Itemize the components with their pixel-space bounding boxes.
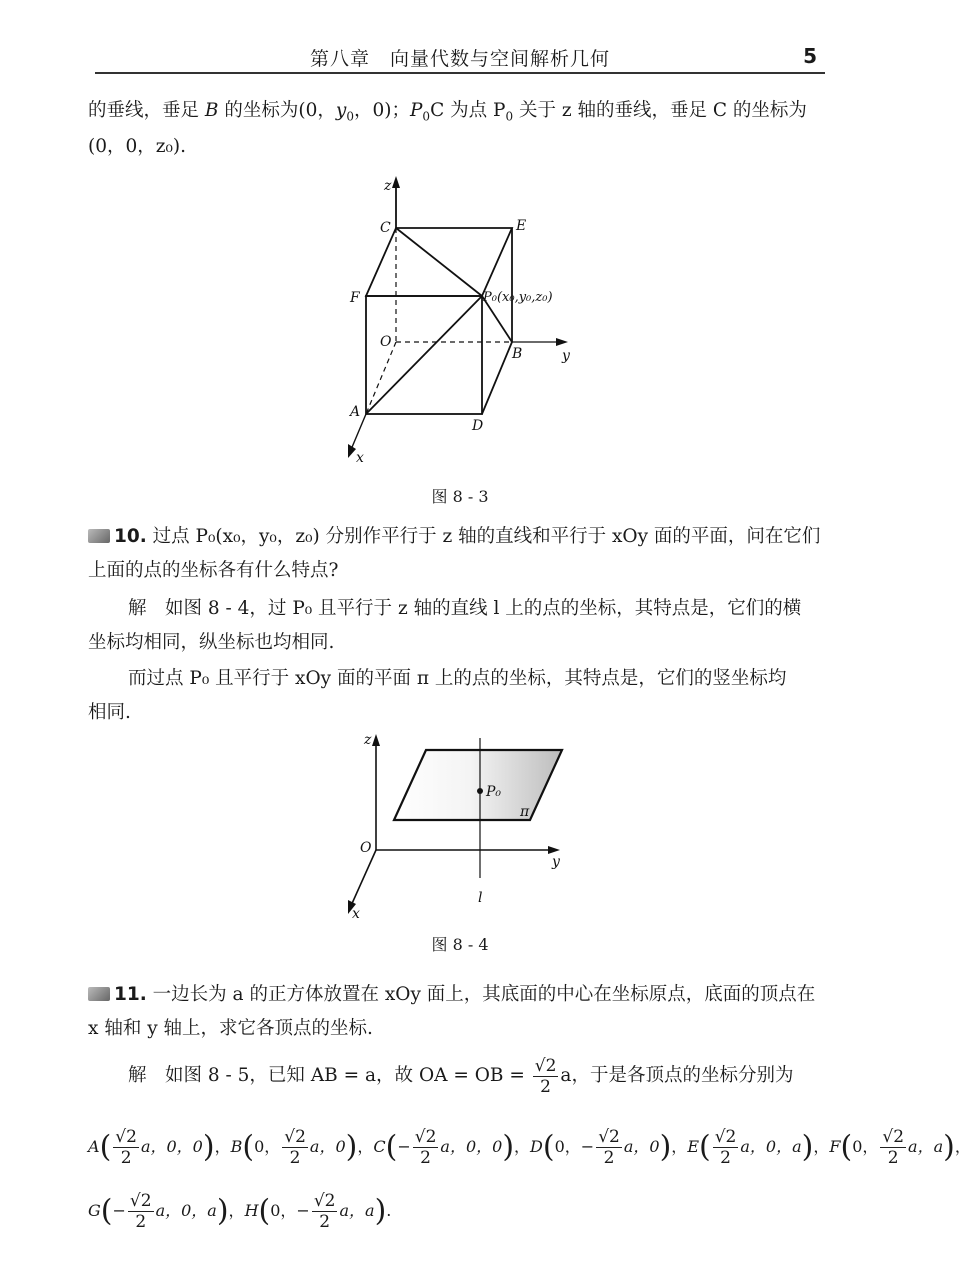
coord-F — [829, 1127, 971, 1168]
coord-fraction — [128, 1191, 154, 1232]
fig83-z-arrow — [392, 176, 400, 188]
frac-num: √2 — [115, 1127, 137, 1147]
coord-G — [88, 1191, 245, 1232]
coord-sep: . — [386, 1201, 392, 1220]
q10-answer-line3: 而过点 P₀ 且平行于 xOy 面的平面 π 上的点的坐标，其特点是，它们的竖坐标均 — [128, 668, 787, 689]
coord-post: a，0，0 — [440, 1137, 503, 1156]
fig84-label-l: l — [478, 890, 483, 906]
coord-sep: ， — [228, 1201, 245, 1220]
coord-pre: 0， — [254, 1137, 281, 1156]
coord-open-paren: ( — [100, 1193, 113, 1229]
para1-text-c: ，0)； — [353, 100, 410, 121]
fig84-label-O: O — [360, 840, 372, 856]
coord-sep: ， — [954, 1137, 971, 1156]
coord-post: a，0 — [309, 1137, 346, 1156]
q10-number: 10. — [114, 526, 147, 547]
frac-den: 2 — [319, 1212, 331, 1232]
coord-name: F — [829, 1137, 841, 1156]
q10-text1: 过点 P₀(x₀，y₀，z₀) 分别作平行于 z 轴的直线和平行于 xOy 面的平面，问在它们 — [152, 526, 821, 547]
fig84-label-x: x — [352, 906, 360, 922]
para1-text-d: C 为点 P — [430, 100, 506, 121]
coord-close-paren: ) — [943, 1129, 955, 1165]
coord-close-paren: ) — [659, 1129, 672, 1165]
fig84-label-z: z — [364, 732, 372, 748]
fig84-z-arrow — [372, 734, 380, 746]
q11-text1: 一边长为 a 的正方体放置在 xOy 面上，其底面的中心在坐标原点，底面的顶点在 — [152, 984, 816, 1005]
fig83-label-x: x — [356, 450, 364, 466]
coord-open-paren: ( — [242, 1129, 255, 1165]
frac-num: √2 — [414, 1127, 437, 1147]
coord-post: a，0，a — [155, 1201, 217, 1220]
q10-answer-line2: 坐标均相同，纵坐标也均相同. — [88, 632, 335, 653]
para1-y0: y — [335, 100, 347, 121]
frac-den: 2 — [420, 1148, 431, 1168]
para1-sub0: 0 — [346, 109, 354, 124]
coord-fraction — [282, 1127, 308, 1168]
fig83-label-y: y — [562, 348, 570, 364]
q11-answer-line — [128, 1054, 793, 1098]
frac-num: √2 — [129, 1191, 152, 1211]
coord-name: E — [687, 1137, 699, 1156]
fig83-label-B: B — [512, 346, 523, 362]
coord-post: a，0，0 — [140, 1137, 203, 1156]
q10-answer-line1: 解 如图 8 - 4，过 P₀ 且平行于 z 轴的直线 l 上的点的坐标，其特点是，它们的横 — [128, 598, 802, 619]
coord-fraction — [312, 1191, 338, 1232]
fig84-label-pi: π — [520, 804, 530, 820]
fig84-label-y: y — [552, 854, 560, 870]
coord-name: B — [230, 1137, 243, 1156]
coord-pre: − — [397, 1137, 411, 1156]
para1-text-b: 的坐标为(0， — [218, 100, 336, 121]
coord-sep: ， — [671, 1137, 688, 1156]
frac-num: √2 — [714, 1127, 737, 1147]
para1-P0C: P — [409, 100, 423, 121]
coord-open-paren: ( — [542, 1129, 555, 1165]
fig84-x-axis — [350, 850, 376, 908]
frac-num: √2 — [284, 1127, 306, 1147]
coord-fraction — [413, 1127, 439, 1168]
fig83-hidden-oa — [366, 342, 396, 414]
fig83-label-C: C — [380, 220, 391, 236]
coord-fraction — [596, 1127, 622, 1168]
fig84-label-P0: P₀ — [486, 784, 502, 800]
fig83-label-A: A — [350, 404, 361, 420]
q11-line2: x 轴和 y 轴上，求它各顶点的坐标. — [88, 1018, 373, 1039]
fig83-diag-ap — [366, 296, 482, 414]
q11-line1 — [88, 978, 815, 1012]
sqrt2-over-2-fraction: $\frac{√2}{2}$ — [534, 1055, 557, 1097]
coords-line-2 — [88, 1186, 391, 1237]
frac-num: √2 — [598, 1127, 620, 1147]
coord-A — [88, 1127, 231, 1168]
coord-close-paren: ) — [345, 1129, 358, 1165]
coord-close-paren: ) — [216, 1193, 229, 1229]
coord-open-paren: ( — [258, 1193, 271, 1229]
frac-den: 2 — [135, 1212, 147, 1232]
frac-den: 2 — [289, 1148, 301, 1168]
coord-sep: ， — [813, 1137, 830, 1156]
figure-8-3 — [330, 170, 590, 470]
figure-8-4 — [340, 728, 580, 928]
para1-text-e: 关于 z 轴的垂线，垂足 C 的坐标为 — [513, 100, 807, 121]
coord-close-paren: ) — [374, 1193, 387, 1229]
fig83-y-arrow — [556, 338, 568, 346]
coord-D — [530, 1127, 688, 1168]
coord-open-paren: ( — [385, 1129, 398, 1165]
coord-sep: ， — [214, 1137, 231, 1156]
frac-den: 2 — [720, 1148, 731, 1168]
para1-line2: (0，0，z₀). — [88, 136, 187, 157]
fig83-label-D: D — [472, 418, 484, 434]
coord-fraction — [880, 1127, 906, 1168]
q11-number: 11. — [114, 984, 147, 1005]
q10-line1 — [88, 520, 820, 554]
frac-den: 2 — [120, 1148, 132, 1168]
frac-num: √2 — [882, 1127, 905, 1147]
q10-answer-line4: 相同. — [88, 702, 131, 723]
fig83-label-P0: P₀(x₀,y₀,z₀) — [483, 290, 553, 305]
fig83-label-O: O — [380, 334, 392, 350]
q11-answer-suffix: a，于是各顶点的坐标分别为 — [560, 1065, 794, 1086]
fig83-label-E: E — [516, 218, 527, 234]
coord-post: a，a — [908, 1137, 944, 1156]
coord-pre: 0， — [852, 1137, 879, 1156]
page-header — [95, 38, 825, 74]
coord-name: G — [88, 1201, 101, 1220]
coord-sep: ， — [514, 1137, 531, 1156]
q10-line2: 上面的点的坐标各有什么特点? — [88, 560, 339, 581]
coord-E — [687, 1127, 830, 1168]
fig83-edge-db — [482, 342, 512, 414]
coord-B — [230, 1127, 374, 1168]
coord-open-paren: ( — [840, 1129, 853, 1165]
coord-post: a，0 — [623, 1137, 660, 1156]
figure-8-4-caption: 图 8 - 4 — [431, 935, 489, 954]
coord-name: D — [530, 1137, 543, 1156]
coord-H — [244, 1191, 392, 1232]
coords-line-1 — [88, 1122, 971, 1173]
coord-name: H — [244, 1201, 259, 1220]
chapter-title: 第八章 向量代数与空间解析几何 — [309, 48, 610, 70]
coord-sep: ， — [357, 1137, 374, 1156]
para1-text-a: 的垂线，垂足 — [88, 100, 205, 121]
frac-den: 2 — [887, 1148, 899, 1168]
coord-fraction — [713, 1127, 739, 1168]
frac-den: 2 — [603, 1148, 615, 1168]
frac-num: √2 — [313, 1191, 336, 1211]
coord-close-paren: ) — [801, 1129, 814, 1165]
page-number: 5 — [803, 44, 817, 68]
fig84-point-p0 — [477, 788, 483, 794]
fig83-label-F: F — [350, 290, 360, 306]
para1-B: B — [204, 100, 219, 121]
coord-open-paren: ( — [699, 1129, 711, 1165]
coord-pre: − — [112, 1201, 126, 1220]
coord-name: C — [373, 1137, 386, 1156]
coord-close-paren: ) — [502, 1129, 515, 1165]
fig84-plane-pi — [394, 750, 562, 820]
figure-8-3-caption: 图 8 - 3 — [431, 487, 489, 506]
coord-name: A — [88, 1137, 100, 1156]
fig83-label-z: z — [384, 178, 392, 194]
coord-fraction — [113, 1127, 139, 1168]
q11-answer-prefix: 解 如图 8 - 5，已知 AB = a，故 OA = OB = — [128, 1065, 525, 1086]
para1-line1: 的垂线，垂足 B 的坐标为(0，$y_0$，0)；$P_0C$ 为点 $P_0$ 关于 z 轴的垂线，垂足 C 的坐标为 — [88, 100, 807, 124]
coord-post: a，0，a — [740, 1137, 802, 1156]
coord-C — [373, 1127, 531, 1168]
coord-pre: 0，− — [270, 1201, 310, 1220]
fig83-diag-cp — [396, 228, 482, 296]
coord-close-paren: ) — [202, 1129, 215, 1165]
coord-open-paren: ( — [99, 1129, 112, 1165]
coord-post: a，a — [339, 1201, 375, 1220]
fig84-y-arrow — [548, 846, 560, 854]
question-marker-icon-2 — [88, 987, 110, 1001]
question-marker-icon — [88, 529, 110, 543]
coord-pre: 0，− — [554, 1137, 595, 1156]
